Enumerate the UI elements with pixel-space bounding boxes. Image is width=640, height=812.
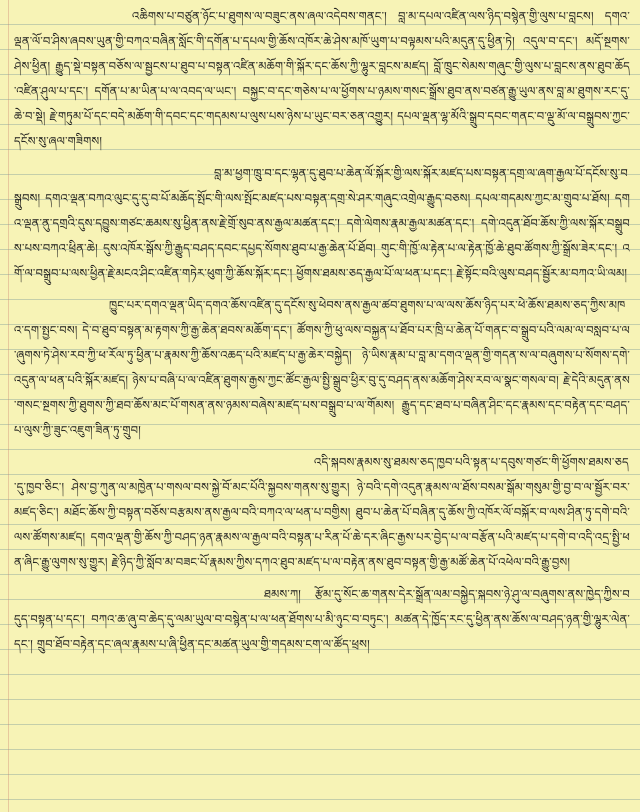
paragraph-3: ཁྱུང་པར་དགའ་ལྡན་ཡིད་དགའ་ཆོས་འཛིན་དུ་དངོས་སུ་ཕེབས་ནས་རྒྱལ་ཚབ་ཐུགས་པ་ལ་ལས་ཆོས་ཉིད་པར་ཕེ་ཆོས་ཐམས་ཅད་ཀྱིས་མཁའ་དག་སྤྱང་བས། དེ་བ་ཐུབ་བསྟན་མ་རྟགས་ཀྱི་རྒྱ་ཆེན་ཐབས་མཆོག་དང་། ཚོགས་ཀྱི་ཕུ་ལས་བསྐྱན་པ་ཐོབ་པར་ཁྲི་པ་ཆེན་པོ་གནང་བ་སྒྲུབ་པའི་ལམ་ལ་བསླབ་པ་ལ་ཞུགས་ཏེ་ཤེས་རབ་ཀྱི་ཕ་རོལ་ཏུ་ཕྱིན་པ་རྣམས་ཀྱི་ཆོས་འཆད་པའི་མཛད་པ་རྒྱ་ཆེར་བསྐྱེད། ཉེ་ཡིས་རྣམ་པ་བླ་མ་དགའ་ལྡན་གྱི་གདན་ས་ལ་བཞུགས་པ་སོགས་དགེ་འདུན་ལ་ཕན་པའི་སྐོར་མཛད། ཉེས་པ་བཞི་པ་ལ་འཛིན་ཐུགས་རྒྱས་ཀྱང་ཚོང་རྒྱལ་སྤྱི་སྒྲུབ་ཕྱིར་བུ་དུ་བཤད་ནས་མཆོག་ཤེས་རབ་ལ་སྣང་གསལ་བ། རྗེ་དེའི་མདུན་ནས་གསང་སྔགས་ཀྱི་ཐུགས་ཀྱི་ཐབ་ཆོས་མང་པོ་གསན་ནས་ཉམས་བཞེས་མཛད་པས་བསྒྲུབ་པ་ལ་གོམས། རྒྱུད་དང་ཐབ་པ་བཞིན་ཤིང་དང་རྣམས་དང་བརྟེན་དང་བཤད་པ་ལུས་ཀྱི་ཟུང་འཇུག་ཟིན་ཏུ་གྲུབ། — [14, 298, 630, 437]
paragraph-2: བླ་མ་ཕྱག་ཁྲུ་བ་དང་ལྷན་དུ་ཐུབ་པ་ཆེན་ལོ་སྐོར་གྱི་ལས་སྐོར་མཛད་པས་བསྟན་དགྲ་ལ་ཞག་རྒྱལ་པོ་དངོས་སུ་བསྒྲུབས། དགའ་ལྡན་བཀའ་ལུང་དུ་དུ་བ་པོ་མཆོད་སྤོང་གི་ལས་སྤོང་མཛད་པས་བསྟན་དགྲ་སེ་ཤར་གཞུང་འགྲེལ་རྒྱུད་བཅས། དཔལ་གདམས་ཀྱང་མ་གྲུབ་པ་ཐོས། དགའ་ལྡན་ནུ་དགྲའི་དུས་དབྱུས་གཙང་ཆམས་སུ་ཕྱིན་ནས་རྗེ་གྲོ་སུབ་ནས་རྒྱལ་མཚན་དང་། དགེ་ལེགས་རྣམ་རྒྱལ་མཚན་དང་། དགེ་འདུན་ཐོབ་ཆོས་ཀྱི་ལས་སྐོར་བསྒྲུབས་པས་བཀའ་ཕྲིན་ཆེ། དུས་འཁོར་སྒོས་ཀྱི་རྒྱུད་བཤད་དབང་དཔྱད་སོགས་ཐུབ་པ་རྒྱ་ཆེན་པོ་ཐོབ། གུང་གི་ཁྱོ་ལ་རྟེན་པ་ལ་རྟེན་ཁྱོ་ཆེ་ཐུབ་ཚོགས་ཀྱི་སྒྲོས་ཟེར་དང་། འགོ་ལ་བསྒྲུབ་པ་ལས་ཕྱིན་རྗེ་མངའ་ཤིང་འཛིན་གཏེར་ཕུག་ཀྱི་ཆོས་སྐོར་དང་། ཕྱོགས་ཐམས་ཅད་རྒྱལ་པོ་ལ་ཕན་པ་དང་། རྗེ་སྟོང་བའི་ལུས་བཤད་སྦྱོར་མ་བཀའ་ཡི་ལམ། — [14, 166, 630, 280]
page-margin-line — [8, 0, 9, 812]
paragraph-4: འདི་སྐབས་རྣམས་སུ་ཐམས་ཅད་ཁྱབ་པའི་སྟན་པ་དབུས་གཙང་གི་ཕྱོགས་ཐམས་ཅད་དུ་ཁྱབ་ཅིང་། ཤེས་བྱ་ཀུན་ལ་མཁྱེན་པ་གསལ་བས་སྐྱེ་བོ་མང་པོའི་སྐྱབས་གནས་སུ་གྱུར། ཉེ་བའི་དགེ་འདུན་རྣམས་ལ་ཐོས་བསམ་སྒོམ་གསུམ་གྱི་བྱ་བ་ལ་སྦྱོར་བར་མཛད་ཅིང་། མཐོང་ཆོས་ཀྱི་བསྟན་བཅོས་བརྩམས་ནས་རྒྱལ་བའི་བཀའ་ལ་ཕན་པ་བགྱིས། ཐུབ་པ་ཆེན་པོ་བཞིན་དུ་ཆོས་ཀྱི་འཁོར་ལོ་བསྐོར་བ་ལས་ཤིན་ཏུ་དགེ་བའི་ལས་ཚོགས་མཛད། དགའ་ལྡན་གྱི་ཆོས་ཀྱི་བཤད་ཉན་རྣམས་ལ་རྒྱལ་བའི་བསྟན་པ་རིན་པོ་ཆེ་དར་ཞིང་རྒྱས་པར་བྱེད་པ་ལ་བརྩོན་པའི་མཛད་པ་དགེ་བ་འདི་འདྲ་སྤྱི་ཕན་ཞིང་རྒྱུ་ལུགས་སུ་གྱུར། རྗེ་ཉིད་ཀྱི་སློབ་མ་བཟང་པོ་རྣམས་ཀྱིས་དཀའ་ཐུབ་མཛད་པ་ལ་བརྟེན་ནས་ཐུབ་བསྟན་གྱི་རྒྱ་མཚོ་ཆེན་པོ་འཕེལ་བའི་རྒྱུ་བྱས། — [14, 455, 630, 569]
paragraph-5: ཐམས་ཀ། རྩོམ་དུ་སོང་ཆ་གནས་དེར་སྒྲོན་ལམ་བསྐྱེད་སྐབས་ཉེ་ཤུ་ལ་བཞུགས་ནས་ཁྱེད་ཀྱིས་བདུད་བསྟན་པ་དང་། བཀའ་ཆ་ཞུ་བ་ཆེད་དུ་ལམ་ཡུལ་བ་བསྙེན་པ་ལ་ཕན་ཐོགས་པ་མི་ཉུང་བ་བཏུང་། མཚན་དེ་ཁྱོད་རང་དུ་ཕྱིན་ནས་ཆོས་ལ་བཤད་ཉན་གྱི་ལྷུར་ལེན་དང་། གྲུབ་ཐོབ་བརྟེན་དང་ཞལ་རྣམས་པ་ཞི་ཕྱིན་དང་མཚན་ཡུལ་གྱི་གདམས་ངག་ལ་ཚོད་ཕྲས། — [14, 587, 630, 651]
document-body — [14, 4, 630, 808]
paragraph-1: འཆིགས་པ་བཙུན་ཉོང་པ་ཐུགས་ལ་བཟུང་ནས་ཞལ་འདེབས་གནང་། བླ་མ་དཔལ་འཛིན་ལས་ཉིད་བསྙེན་གྱི་ལུས་པ་བླངས། དགའ་ལྡན་ལོ་བ་ཤིས་ཞབས་ཡུན་གྱི་བཀའ་བཞིན་སློང་གི་དགོན་པ་དཔལ་གྱི་ཆོས་འཁོར་ཆེ་ཤེས་མཁོ་ཡུག་པ་བལྟམས་པའི་མདུན་དུ་ཕྱིན་ཏེ། འདུལ་བ་དང་། མདོ་སྔགས་ཤེས་ཕྱིན། རྒྱུད་སྡེ་བསྟན་བཅོས་ལ་སྦྱངས་པ་ཐུབ་པ་བསྟན་འཛིན་མཆོག་གི་སྐོར་དང་ཆོས་ཀྱི་ལྷུར་བླངས་མཛད། བློ་ཁྲུང་སེམས་གཞུང་གྱི་ལུས་པ་བླངས་ནས་ཐུབ་ཆོད་འཛིན་ཤུལ་པ་དང་། དགོན་པ་མ་ཡིན་པ་ལ་འབད་ལ་ཡང་། བསྐྱང་བ་དང་གཅེས་པ་ལ་ཕྱོགས་པ་ཉམས་གསང་སྒྲོས་ཐུབ་ནས་བཙན་རྒྱུ་ཡུལ་ནས་བླ་མ་ཐུགས་རང་དུ་ཆེ་བ་སྡེ། རྗེ་གཏུམ་པོ་དང་བདེ་མཆོག་གི་དབང་དང་གདམས་པ་ལུས་པས་ཉེས་པ་ཡུང་བར་ཅན་འགྱུར། དཔལ་ལྡན་ལྷ་མོའི་སྒྲུབ་དབང་གནང་བ་ལྡུ་མོ་ལ་བསྒྲུབས་ཀྱང་དངོས་སུ་ཞལ་གཟིགས། — [14, 9, 630, 148]
